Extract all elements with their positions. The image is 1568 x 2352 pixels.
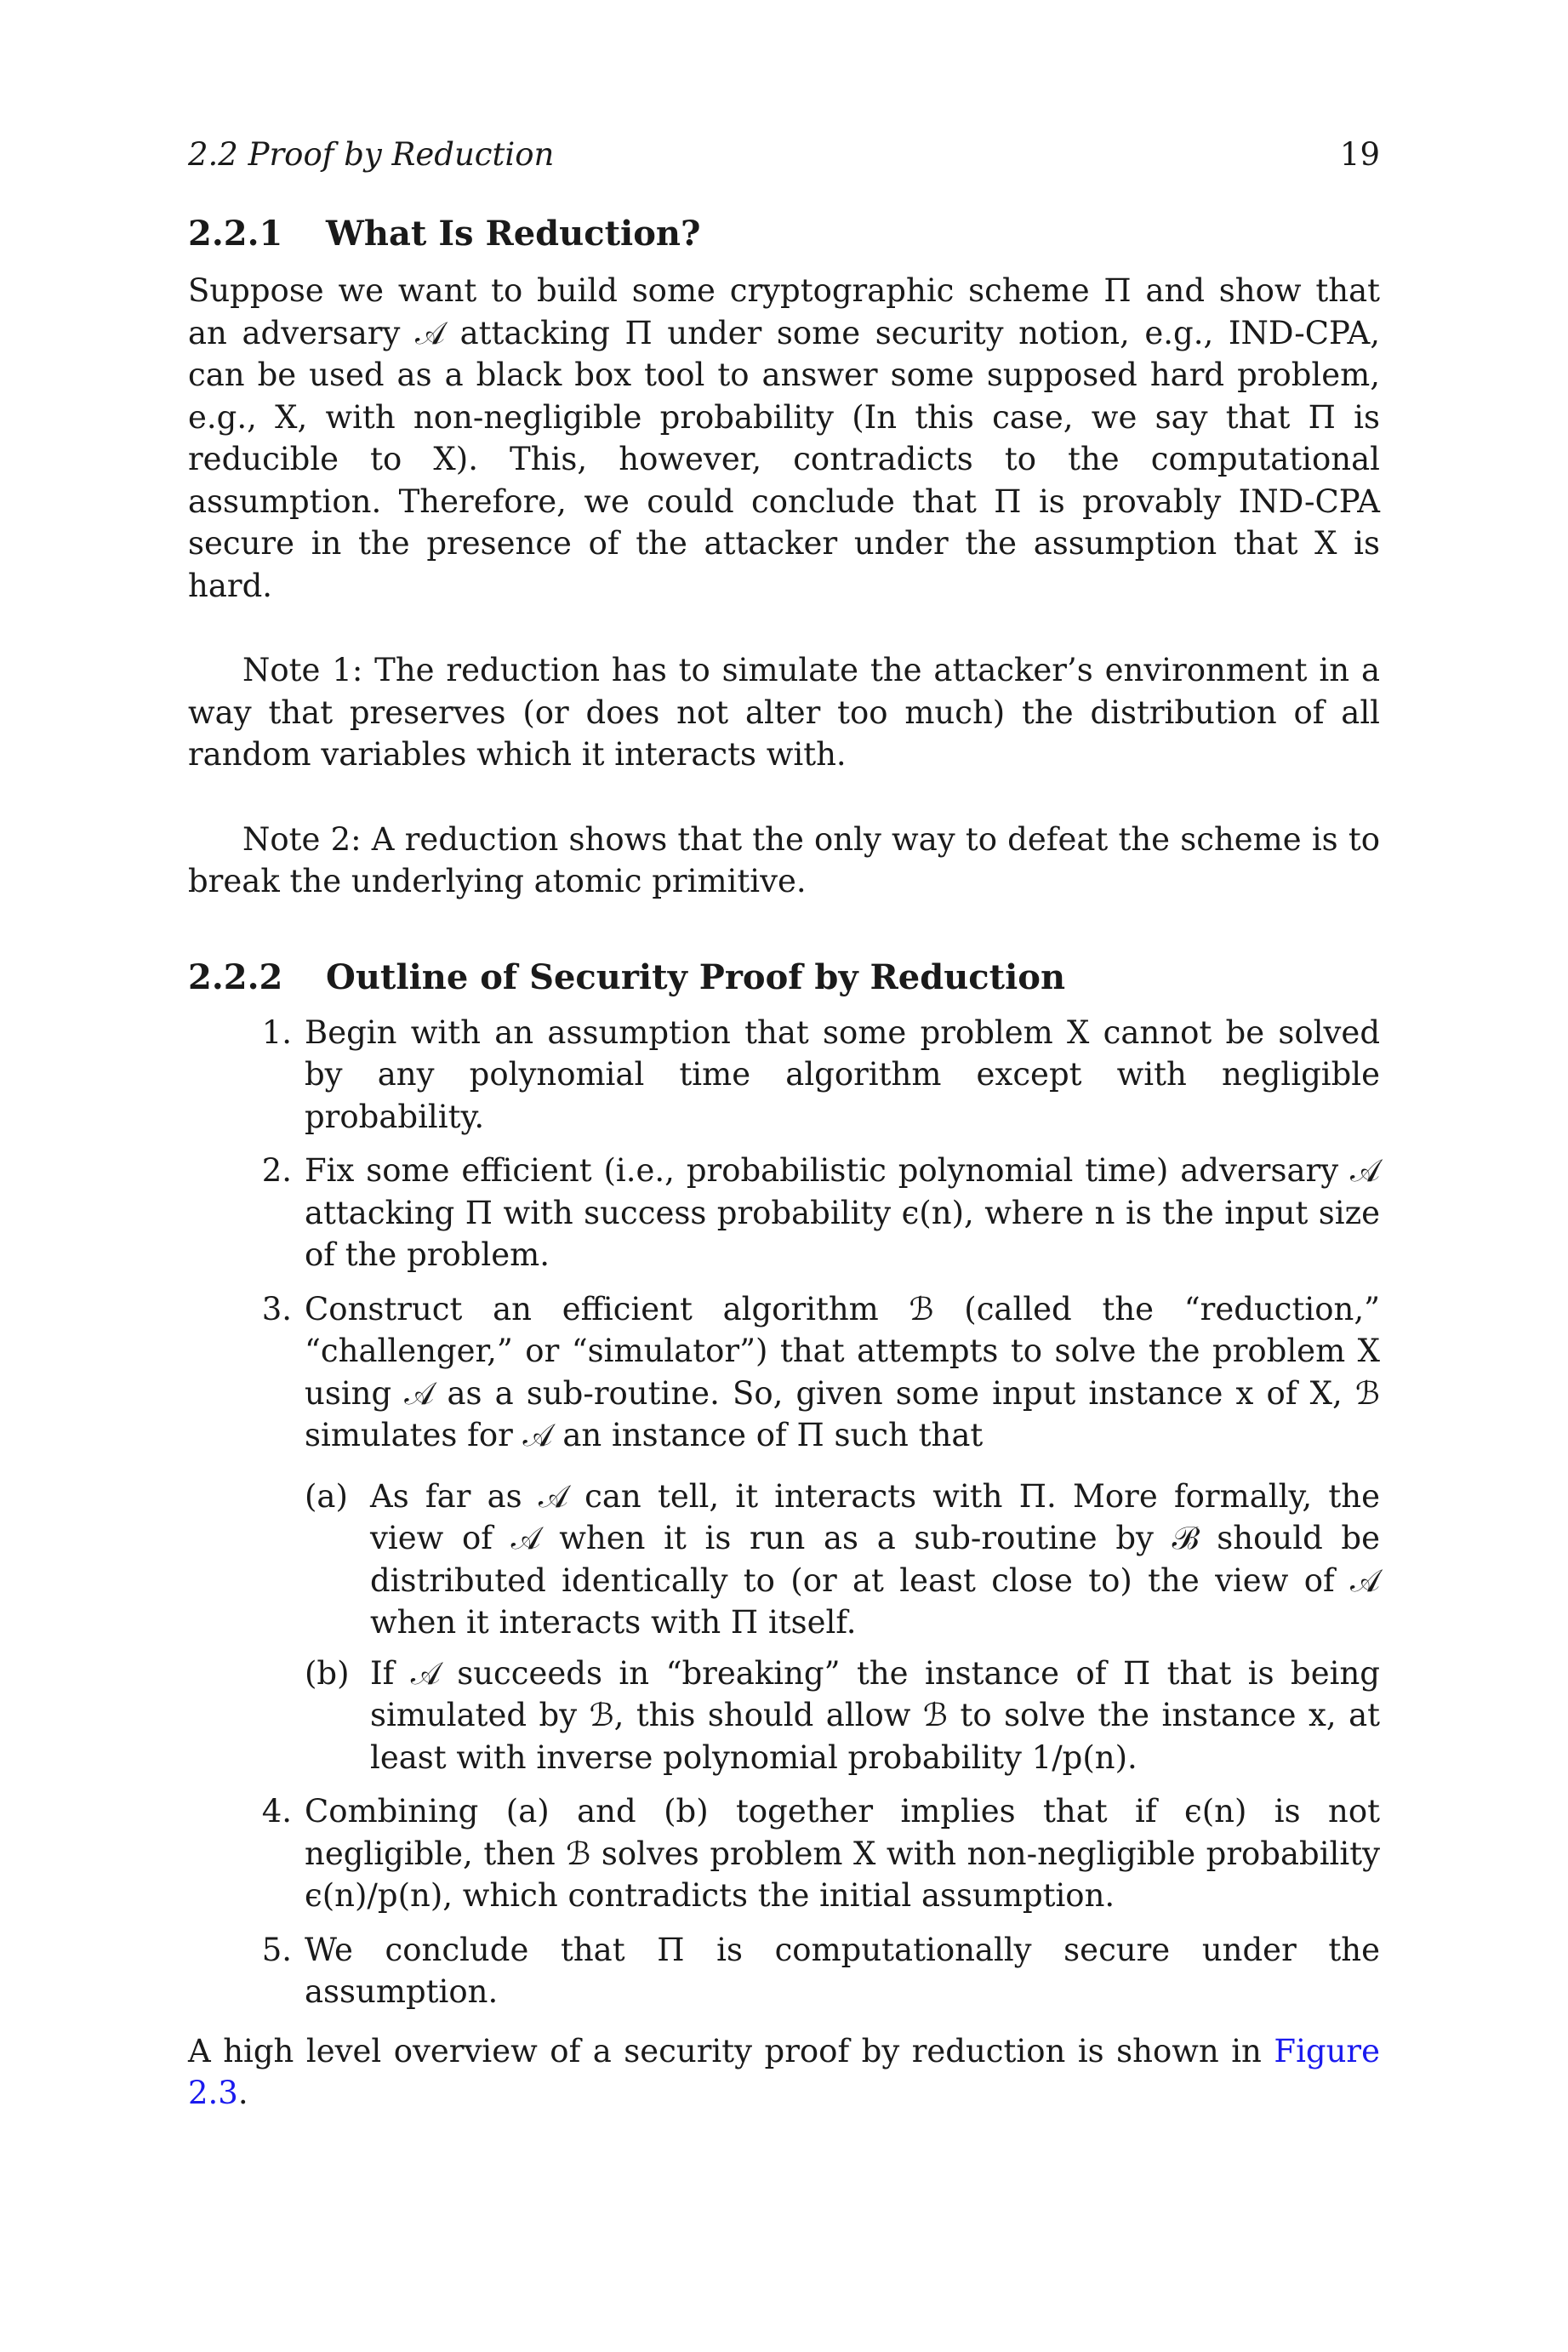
list-item-text: Begin with an assumption that some problem X cannot be solved by any polynomial time algorithm except with negligible probability. xyxy=(305,1013,1380,1135)
closing-period: . xyxy=(237,2075,248,2111)
list-item-text: We conclude that Π is computationally secure under the assumption. xyxy=(305,1931,1380,2010)
section-title: Outline of Security Proof by Reduction xyxy=(326,956,1066,997)
list-item xyxy=(188,1150,1380,1276)
list-item xyxy=(188,1790,1380,1917)
main-text xyxy=(188,208,1380,2115)
list-item xyxy=(188,1929,1380,2013)
list-item-text: Combining (a) and (b) together implies that if ϵ(n) is not negligible, then ℬ solves problem X with non-negligible probability ϵ(n)/p(n), which contradicts the initial assumption. xyxy=(305,1793,1380,1914)
proof-outline-list xyxy=(188,1012,1380,2013)
sub-list-item xyxy=(305,1653,1380,1779)
list-marker: 2. xyxy=(261,1152,292,1189)
list-marker: 3. xyxy=(261,1290,292,1327)
note-1-paragraph: Note 1: The reduction has to simulate the attacker’s environment in a way that preserves (or does not alter too much) the distribution of all random variables which it interacts with. xyxy=(188,652,1380,773)
page-number: 19 xyxy=(1339,136,1380,173)
note-2-paragraph: Note 2: A reduction shows that the only way to defeat the scheme is to break the underlying atomic primitive. xyxy=(188,820,1380,899)
section-title: What Is Reduction? xyxy=(326,214,701,254)
sub-list xyxy=(305,1476,1380,1779)
section-heading-2-2-1 xyxy=(188,208,1380,260)
list-marker: 5. xyxy=(261,1931,292,1968)
list-item xyxy=(188,1288,1380,1779)
intro-paragraph: Suppose we want to build some cryptographic scheme Π and show that an adversary 𝒜 attacking Π under some security notion, e.g., IND-CPA, can be used as a black box tool to answer some supposed hard problem, e.g., X, with non-negligible probability (In this case, we say that Π is reducible to X). This, however, contradicts to the computational assumption. Therefore, we could conclude that Π is provably IND-CPA secure in the presence of the attacker under the assumption that X is hard. xyxy=(188,272,1380,604)
closing-text: A high level overview of a security proof by reduction is shown in xyxy=(188,2032,1262,2069)
sub-list-marker: (a) xyxy=(305,1477,348,1515)
sub-list-marker: (b) xyxy=(305,1654,350,1692)
figure-link[interactable]: Figure 2.3 xyxy=(188,2032,1380,2111)
running-head: 2.2 Proof by Reduction xyxy=(188,136,555,173)
list-item-text: Fix some efficient (i.e., probabilistic polynomial time) adversary 𝒜 attacking Π with success probability ϵ(n), where n is the input size of the problem. xyxy=(305,1152,1380,1273)
list-item xyxy=(188,1012,1380,1139)
section-number: 2.2.1 xyxy=(188,214,283,254)
section-heading-2-2-2 xyxy=(188,952,1380,1003)
sub-list-item-text: If 𝒜 succeeds in “breaking” the instance of Π that is being simulated by ℬ, this should allow ℬ to solve the instance x, at least with inverse polynomial probability 1/p(n). xyxy=(370,1654,1380,1776)
list-marker: 1. xyxy=(261,1013,292,1051)
sub-list-item-text: As far as 𝒜 can tell, it interacts with Π. More formally, the view of 𝒜 when it is run as a sub-routine by ℬ should be distributed identically to (or at least close to) the view of 𝒜 when it interacts with Π itself. xyxy=(370,1477,1380,1641)
list-item-text: Construct an efficient algorithm ℬ (called the “reduction,” “challenger,” or “simulator”) that attempts to solve the problem X using 𝒜 as a sub-routine. So, given some input instance x of X, ℬ simulates for 𝒜 an instance of Π such that xyxy=(305,1290,1380,1453)
sub-list-item xyxy=(305,1476,1380,1644)
closing-paragraph xyxy=(188,2030,1380,2115)
list-marker: 4. xyxy=(261,1793,292,1830)
section-number: 2.2.2 xyxy=(188,956,283,997)
